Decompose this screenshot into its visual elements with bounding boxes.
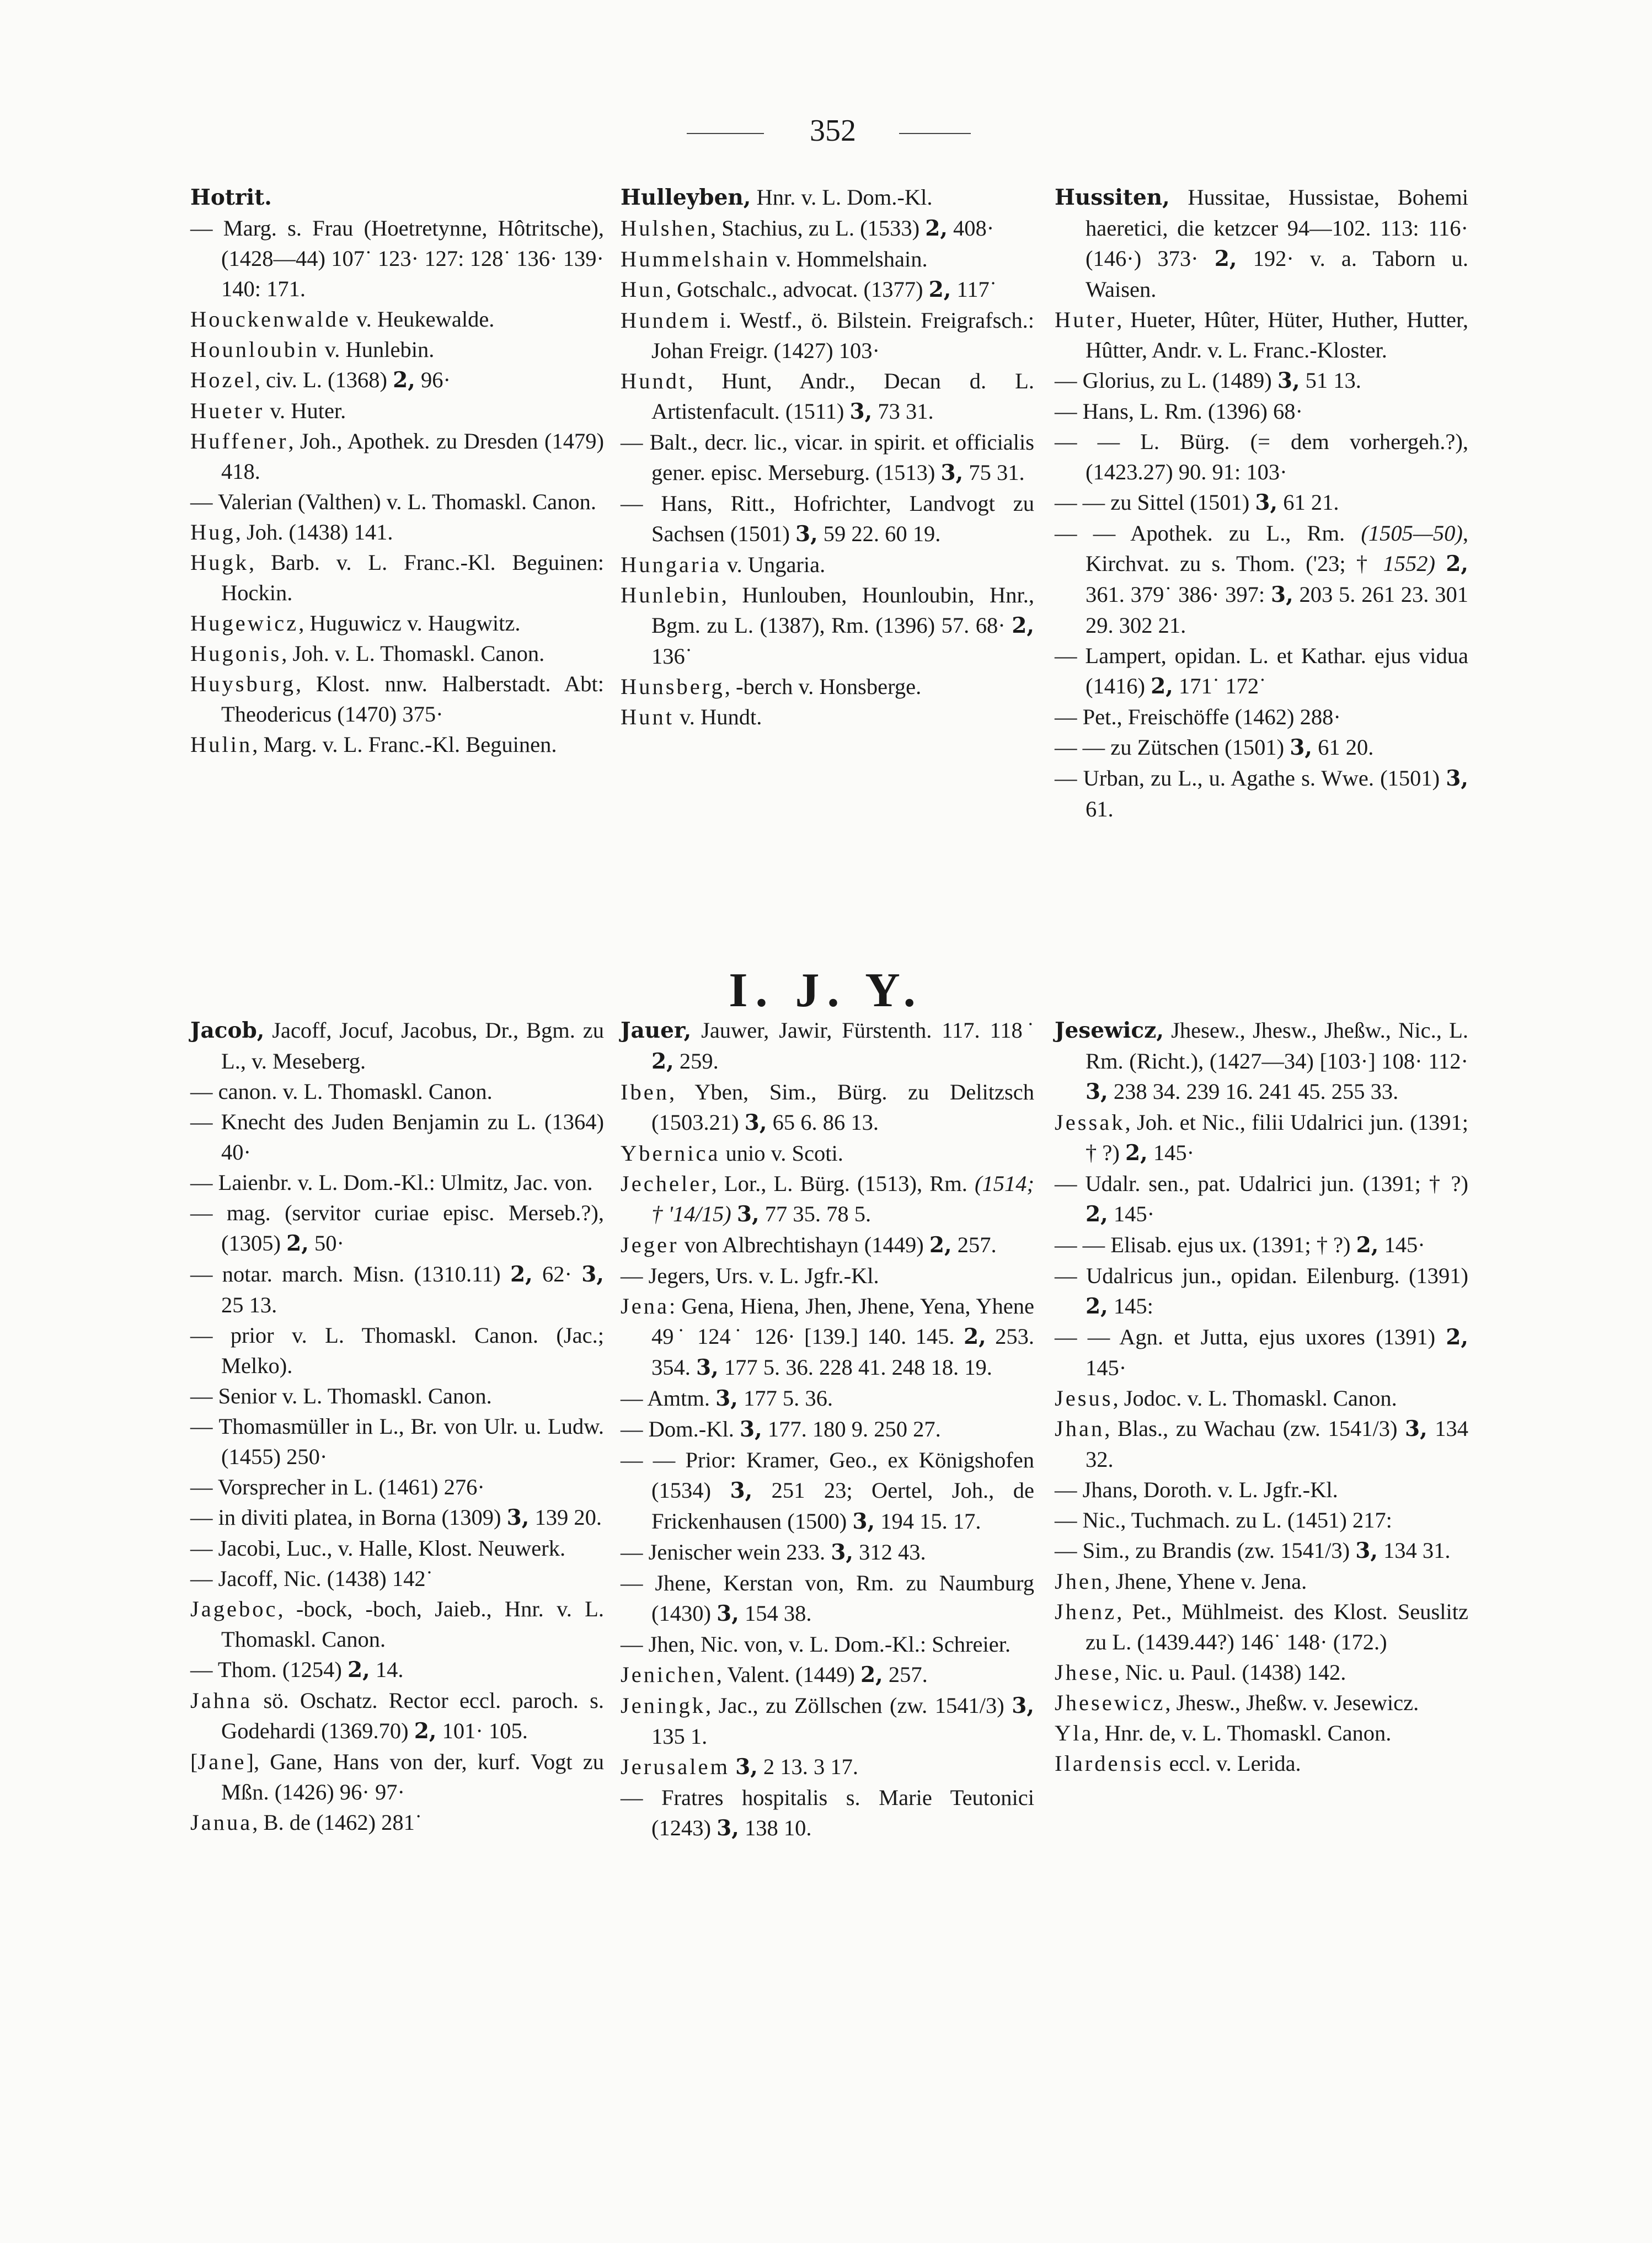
index-entry: Hozel, civ. L. (1368) 2, 96· xyxy=(190,367,451,393)
index-entry: Hussiten, Hussitae, Hussistae, Bohemi haeretici, die ketzcer 94—102. 113: 116· (146·) 373· 2, 192· v. a. Taborn u. Waisen. xyxy=(1055,185,1468,302)
index-column-top-2 xyxy=(621,182,1034,732)
index-entry: — — L. Bürg. (= dem vorhergeh.?), (1423.27) 90. 91: 103· xyxy=(1055,429,1468,484)
index-entry: — — Apothek. zu L., Rm. (1505—50), Kirchvat. zu s. Thom. ('23; † 1552) 2, 361. 379˙ 386· 397: 3, 203 5. 261 23. 301 29. 302 21. xyxy=(1055,521,1468,638)
index-entry: Jena: Gena, Hiena, Jhen, Jhene, Yena, Yhene 49˙ 124˙ 126· [139.] 140. 145. 2, 253. 354. 3, 177 5. 36. 228 41. 248 18. 19. xyxy=(621,1294,1035,1380)
index-entry: — Jhene, Kerstan von, Rm. zu Naumburg (1430) 3, 154 38. xyxy=(621,1571,1034,1626)
index-column-top-3 xyxy=(1055,182,1468,824)
index-entry: — — zu Sittel (1501) 3, 61 21. xyxy=(1055,490,1339,515)
index-column-bottom-2 xyxy=(621,1015,1034,1844)
index-entry: Jhesewicz, Jhesw., Jheßw. v. Jesewicz. xyxy=(1055,1690,1419,1715)
index-entry: — mag. (servitor curiae episc. Merseb.?), (1305) 2, 50· xyxy=(190,1200,604,1256)
index-entry: Hounloubin v. Hunlebin. xyxy=(190,337,435,362)
index-entry: Jhen, Jhene, Yhene v. Jena. xyxy=(1055,1569,1307,1594)
index-entry: — prior v. L. Thomaskl. Canon. (Jac.; Melko). xyxy=(190,1323,604,1378)
index-entry: Jesewicz, Jhesew., Jhesw., Jheßw., Nic., L. Rm. (Richt.), (1427—34) [103·] 108· 112· 3, 238 34. 239 16. 241 45. 255 33. xyxy=(1055,1018,1468,1104)
index-entry: [Jane], Gane, Hans von der, kurf. Vogt zu Mßn. (1426) 96· 97· xyxy=(190,1749,604,1804)
index-entry: Jacob, Jacoff, Jocuf, Jacobus, Dr., Bgm. zu L., v. Meseberg. xyxy=(190,1018,604,1074)
index-entry: — Thomasmüller in L., Br. von Ulr. u. Ludw. (1455) 250· xyxy=(190,1414,604,1469)
index-entry: — Thom. (1254) 2, 14. xyxy=(190,1657,404,1683)
index-entry: — Pet., Freischöffe (1462) 288· xyxy=(1055,704,1341,729)
index-entry: Houckenwalde v. Heukewalde. xyxy=(190,307,495,332)
index-entry: — — zu Zütschen (1501) 3, 61 20. xyxy=(1055,735,1374,760)
index-entry: — Fratres hospitalis s. Marie Teutonici (1243) 3, 138 10. xyxy=(621,1785,1034,1841)
index-entry: Hulleyben, Hnr. v. L. Dom.-Kl. xyxy=(621,185,933,210)
index-entry: Jenichen, Valent. (1449) 2, 257. xyxy=(621,1662,928,1687)
index-entry: Jhan, Blas., zu Wachau (zw. 1541/3) 3, 134 32. xyxy=(1055,1416,1468,1472)
index-entry: Hunsberg, -berch v. Honsberge. xyxy=(621,674,922,699)
index-entry: Hundt, Hunt, Andr., Decan d. L. Artistenfacult. (1511) 3, 73 31. xyxy=(621,369,1034,424)
index-entry: Jageboc, -bock, -boch, Jaieb., Hnr. v. L. Thomaskl. Canon. xyxy=(190,1596,604,1652)
index-entry: Hotrit. xyxy=(190,185,272,210)
header-rule-left xyxy=(687,133,764,134)
header-rule-right xyxy=(899,133,971,134)
index-entry: Hummelshain v. Hommelshain. xyxy=(621,247,928,271)
index-entry: Jahna sö. Oschatz. Rector eccl. paroch. s. Godehardi (1369.70) 2, 101· 105. xyxy=(190,1688,604,1744)
index-entry: — Lampert, opidan. L. et Kathar. ejus vidua (1416) 2, 171˙ 172˙ xyxy=(1055,643,1468,699)
index-entry: — Marg. s. Frau (Hoetretynne, Hôtritsche), (1428—44) 107˙ 123· 127: 128˙ 136· 139· 140: 171. xyxy=(190,216,604,301)
index-entry: — notar. march. Misn. (1310.11) 2, 62· 3, 25 13. xyxy=(190,1262,604,1317)
index-entry: — Knecht des Juden Benjamin zu L. (1364) 40· xyxy=(190,1109,604,1165)
index-entry: Hulshen, Stachius, zu L. (1533) 2, 408· xyxy=(621,216,995,241)
index-entry: — Jhans, Doroth. v. L. Jgfr.-Kl. xyxy=(1055,1477,1338,1502)
index-entry: — Dom.-Kl. 3, 177. 180 9. 250 27. xyxy=(621,1417,941,1442)
index-entry: Iben, Yben, Sim., Bürg. zu Delitzsch (1503.21) 3, 65 6. 86 13. xyxy=(621,1080,1034,1135)
page-number: 352 xyxy=(810,114,856,148)
index-entry: — Vorsprecher in L. (1461) 276· xyxy=(190,1475,485,1499)
index-entry: Hueter v. Huter. xyxy=(190,398,346,423)
index-entry: Hug, Joh. (1438) 141. xyxy=(190,520,393,544)
section-heading: I. J. Y. xyxy=(729,964,923,1017)
index-entry: — Jegers, Urs. v. L. Jgfr.-Kl. xyxy=(621,1263,879,1288)
index-entry: Huysburg, Klost. nnw. Halberstadt. Abt: Theodericus (1470) 375· xyxy=(190,671,604,727)
index-entry: Jessak, Joh. et Nic., filii Udalrici jun. (1391; † ?) 2, 145· xyxy=(1055,1110,1468,1166)
index-entry: — Glorius, zu L. (1489) 3, 51 13. xyxy=(1055,368,1361,393)
index-entry: — Jacobi, Luc., v. Halle, Klost. Neuwerk. xyxy=(190,1536,566,1561)
index-entry: — Urban, zu L., u. Agathe s. Wwe. (1501) 3, 61. xyxy=(1055,766,1468,821)
index-entry: — Senior v. L. Thomaskl. Canon. xyxy=(190,1384,492,1408)
index-entry: Ilardensis eccl. v. Lerida. xyxy=(1055,1751,1301,1776)
index-entry: Ybernica unio v. Scoti. xyxy=(621,1141,843,1166)
index-entry: Jerusalem 3, 2 13. 3 17. xyxy=(621,1754,859,1780)
index-entry: Hugonis, Joh. v. L. Thomaskl. Canon. xyxy=(190,641,545,666)
index-entry: Janua, B. de (1462) 281˙ xyxy=(190,1810,423,1835)
index-entry: Jhenz, Pet., Mühlmeist. des Klost. Seuslitz zu L. (1439.44?) 146˙ 148· (172.) xyxy=(1055,1599,1468,1654)
index-entry: — — Agn. et Jutta, ejus uxores (1391) 2, 145· xyxy=(1055,1325,1468,1380)
index-entry: — Jacoff, Nic. (1438) 142˙ xyxy=(190,1566,434,1591)
index-column-bottom-3 xyxy=(1055,1015,1468,1779)
index-entry: Yla, Hnr. de, v. L. Thomaskl. Canon. xyxy=(1055,1721,1392,1745)
index-entry: — Udalr. sen., pat. Udalrici jun. (1391; † ?) 2, 145· xyxy=(1055,1171,1468,1227)
index-entry: — canon. v. L. Thomaskl. Canon. xyxy=(190,1079,493,1104)
index-entry: — Hans, L. Rm. (1396) 68· xyxy=(1055,399,1303,424)
index-entry: Hugk, Barb. v. L. Franc.-Kl. Beguinen: Hockin. xyxy=(190,550,604,605)
index-entry: — — Prior: Kramer, Geo., ex Königshofen (1534) 3, 251 23; Oertel, Joh., de Frickenhausen (1500) 3, 194 15. 17. xyxy=(621,1448,1034,1534)
index-entry: — Nic., Tuchmach. zu L. (1451) 217: xyxy=(1055,1508,1392,1532)
index-entry: Jhese, Nic. u. Paul. (1438) 142. xyxy=(1055,1660,1346,1685)
index-entry: — Jenischer wein 233. 3, 312 43. xyxy=(621,1540,926,1565)
index-entry: Huffener, Joh., Apothek. zu Dresden (1479) 418. xyxy=(190,429,604,484)
page-header xyxy=(0,113,1652,146)
index-entry: Hunt v. Hundt. xyxy=(621,704,762,729)
index-entry: — Udalricus jun., opidan. Eilenburg. (1391) 2, 145: xyxy=(1055,1263,1468,1319)
index-entry: — — Elisab. ejus ux. (1391; † ?) 2, 145· xyxy=(1055,1232,1425,1258)
index-column-top-1 xyxy=(190,182,604,760)
index-column-bottom-1 xyxy=(190,1015,604,1838)
index-entry: Jauer, Jauwer, Jawir, Fürstenth. 117. 118˙ 2, 259. xyxy=(621,1018,1034,1074)
index-entry: Hundem i. Westf., ö. Bilstein. Freigrafsch.: Johan Freigr. (1427) 103· xyxy=(621,308,1034,363)
index-entry: Jesus, Jodoc. v. L. Thomaskl. Canon. xyxy=(1055,1386,1397,1411)
index-entry: Hun, Gotschalc., advocat. (1377) 2, 117˙ xyxy=(621,277,997,302)
index-entry: Jeger von Albrechtishayn (1449) 2, 257. xyxy=(621,1232,997,1258)
index-entry: — Balt., decr. lic., vicar. in spirit. et officialis gener. episc. Merseburg. (1513) 3, 75 31. xyxy=(621,430,1034,485)
index-entry: — Valerian (Valthen) v. L. Thomaskl. Canon. xyxy=(190,489,596,514)
index-entry: — in diviti platea, in Borna (1309) 3, 139 20. xyxy=(190,1505,602,1530)
index-entry: — Hans, Ritt., Hofrichter, Landvogt zu Sachsen (1501) 3, 59 22. 60 19. xyxy=(621,491,1034,547)
index-entry: Hulin, Marg. v. L. Franc.-Kl. Beguinen. xyxy=(190,732,557,757)
index-entry: — Amtm. 3, 177 5. 36. xyxy=(621,1386,833,1411)
index-entry: Jecheler, Lor., L. Bürg. (1513), Rm. (1514; † '14/15) 3, 77 35. 78 5. xyxy=(621,1171,1034,1227)
index-entry: — Sim., zu Brandis (zw. 1541/3) 3, 134 31. xyxy=(1055,1538,1451,1563)
index-entry: Huter, Hueter, Hûter, Hüter, Huther, Hutter, Hûtter, Andr. v. L. Franc.-Kloster. xyxy=(1055,307,1468,362)
index-entry: Hungaria v. Ungaria. xyxy=(621,552,826,577)
index-entry: — Laienbr. v. L. Dom.-Kl.: Ulmitz, Jac. von. xyxy=(190,1170,593,1195)
index-entry: — Jhen, Nic. von, v. L. Dom.-Kl.: Schreier. xyxy=(621,1632,1011,1657)
index-entry: Hugewicz, Huguwicz v. Haugwitz. xyxy=(190,611,521,635)
index-entry: Jeningk, Jac., zu Zöllschen (zw. 1541/3) 3, 135 1. xyxy=(621,1693,1034,1749)
index-entry: Hunlebin, Hunlouben, Hounloubin, Hnr., Bgm. zu L. (1387), Rm. (1396) 57. 68· 2, 136˙ xyxy=(621,583,1034,669)
